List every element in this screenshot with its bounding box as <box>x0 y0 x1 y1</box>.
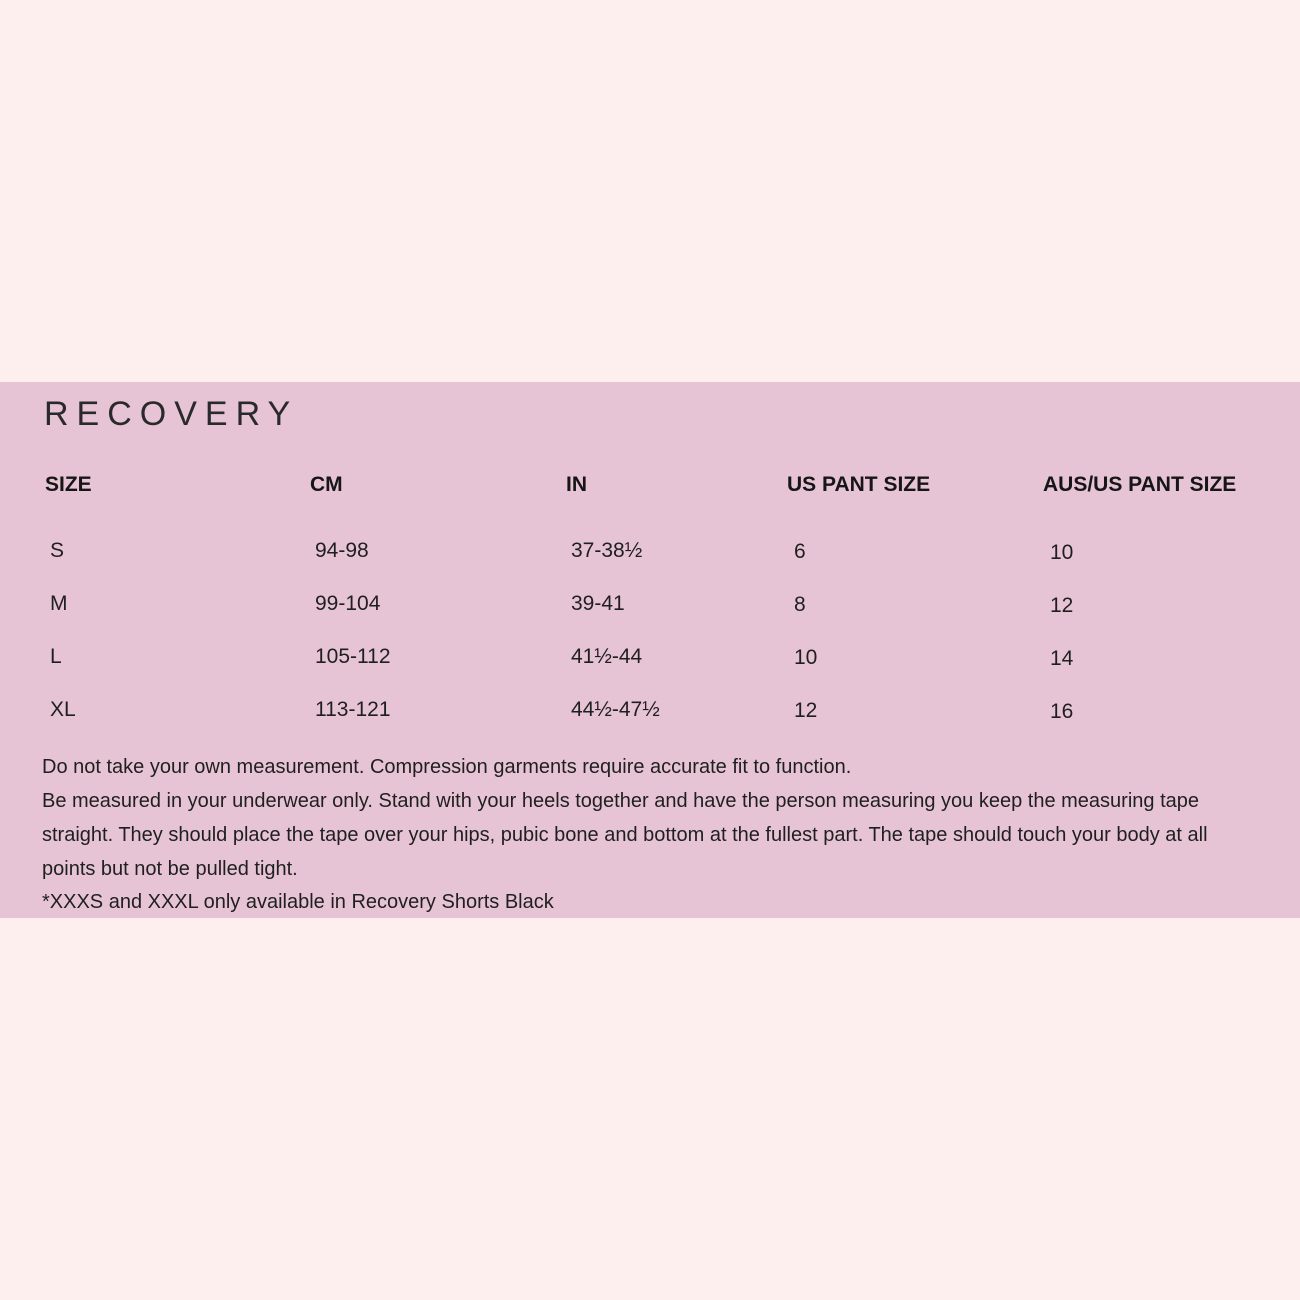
header-us-pant-size: US PANT SIZE <box>787 473 931 496</box>
table-cell-aus-us: 10 <box>1050 541 1074 564</box>
table-cell-cm: 113-121 <box>315 698 391 721</box>
table-cell-size: L <box>50 645 62 668</box>
table-cell-aus-us: 14 <box>1050 647 1074 670</box>
table-cell-us: 8 <box>794 593 806 616</box>
table-cell-aus-us: 12 <box>1050 594 1074 617</box>
table-cell-size: S <box>50 539 65 562</box>
table-cell-in: 39-41 <box>571 592 625 615</box>
table-cell-cm: 94-98 <box>315 539 369 562</box>
table-cell-us: 10 <box>794 646 818 669</box>
table-cell-size: M <box>50 592 68 615</box>
note-availability: *XXXS and XXXL only available in Recovery Shorts Black <box>42 891 554 913</box>
table-cell-in: 41½-44 <box>571 645 643 668</box>
header-in: IN <box>566 473 587 496</box>
table-cell-cm: 105-112 <box>315 645 391 668</box>
table-cell-aus-us: 16 <box>1050 700 1074 723</box>
table-cell-us: 6 <box>794 540 806 563</box>
table-cell-size: XL <box>50 698 76 721</box>
table-cell-in: 44½-47½ <box>571 698 660 721</box>
chart-title: RECOVERY <box>44 395 299 433</box>
header-cm: CM <box>310 473 343 496</box>
table-cell-cm: 99-104 <box>315 592 381 615</box>
table-cell-us: 12 <box>794 699 818 722</box>
note-measurement-warning: Do not take your own measurement. Compression garments require accurate fit to function. <box>42 756 852 778</box>
header-size: SIZE <box>45 473 92 496</box>
header-aus-us-pant-size: AUS/US PANT SIZE <box>1043 473 1237 496</box>
table-cell-in: 37-38½ <box>571 539 643 562</box>
note-measuring-instructions: Be measured in your underwear only. Stand with your heels together and have the person measuring you keep the measuring tape straight. They should place the tape over your hips, pubic bone and bottom at the fullest part. The tape should touch your body at all points but not be pulled tight. <box>42 790 1208 880</box>
